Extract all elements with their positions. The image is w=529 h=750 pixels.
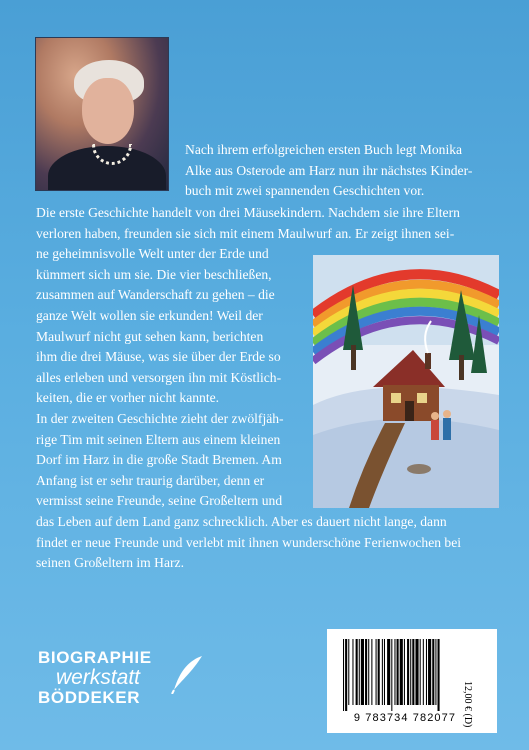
barcode-bar bbox=[410, 639, 411, 705]
barcode-bar bbox=[415, 639, 418, 705]
body-line bbox=[36, 512, 496, 533]
barcode-bar bbox=[432, 639, 434, 705]
publisher-line-2: werkstatt bbox=[56, 666, 141, 689]
barcode-bar bbox=[361, 639, 364, 705]
barcode-bar bbox=[368, 639, 369, 705]
barcode-bar bbox=[407, 639, 409, 705]
barcode-bar bbox=[356, 639, 358, 705]
painting-svg bbox=[313, 255, 499, 508]
body-line: In der zweiten Geschichte zieht der zwölfjäh- bbox=[36, 411, 284, 426]
barcode-bar bbox=[428, 639, 431, 705]
body-line: alles erleben und versorgen ihn mit Köstlich- bbox=[36, 369, 282, 385]
intro-paragraph bbox=[185, 140, 495, 202]
body-line: Maulwurf nicht gut sehen kann, berichten bbox=[36, 328, 264, 344]
barcode-bar bbox=[348, 639, 349, 705]
barcode-bar bbox=[423, 639, 424, 705]
barcode-digits: 9 783734 782077 bbox=[353, 712, 457, 724]
barcode-bar bbox=[359, 639, 360, 705]
barcode-bar bbox=[420, 639, 421, 705]
barcode-bar bbox=[412, 639, 414, 705]
barcode-bars bbox=[341, 639, 473, 711]
body-line: keiten, die er vorher nicht kannte. bbox=[36, 390, 220, 406]
barcode-bar bbox=[378, 639, 380, 705]
barcode-bar bbox=[384, 639, 385, 705]
barcode-bar bbox=[371, 639, 372, 705]
body-line: ihm die drei Mäuse, was sie über der Erde so bbox=[36, 349, 281, 365]
author-photo bbox=[35, 37, 169, 191]
publisher-line-1: BIOGRAPHIE bbox=[38, 648, 152, 667]
body-line: Dorf im Harz in die große Stadt Bremen. Am bbox=[36, 452, 282, 468]
intro-line: buch mit zwei spannenden Geschichten vor. bbox=[185, 183, 425, 199]
barcode-bar bbox=[376, 639, 377, 705]
body-line: vermisst seine Freunde, seine Großeltern und bbox=[36, 493, 283, 509]
barcode-bar bbox=[343, 639, 344, 711]
body-line: Anfang ist er sehr traurig darüber, denn er bbox=[36, 472, 265, 488]
body-line: verloren haben, freunden sie sich mit einem Maulwurf an. Er zeigt ihnen sei- bbox=[36, 225, 455, 241]
body-line: kümmert sich um sie. Die vier beschließen, bbox=[36, 266, 272, 282]
body-line: ne geheimnisvolle Welt unter der Erde und bbox=[36, 246, 269, 262]
barcode-bar bbox=[404, 639, 405, 705]
barcode-bar bbox=[397, 639, 399, 705]
barcode-bar bbox=[345, 639, 347, 711]
illustration-painting bbox=[313, 255, 499, 508]
barcode-bar bbox=[391, 639, 392, 711]
barcode-bar bbox=[387, 639, 390, 705]
barcode-bar bbox=[352, 639, 353, 705]
barcode-bar bbox=[426, 639, 427, 705]
quill-icon bbox=[170, 654, 204, 694]
barcode-bar bbox=[435, 639, 436, 705]
body-line: ganze Welt wollen sie erkunden! Weil der bbox=[36, 307, 263, 323]
body-line-part: das Leben auf dem Land ganz schrecklich. bbox=[36, 513, 269, 529]
barcode-bar bbox=[400, 639, 403, 705]
publisher-logo bbox=[38, 648, 208, 708]
barcode-bar bbox=[394, 639, 395, 705]
barcode-bar bbox=[365, 639, 367, 705]
intro-line: Nach ihrem erfolgreichen ersten Buch legt Monika bbox=[185, 142, 463, 157]
barcode-bar bbox=[382, 639, 383, 705]
photo-face bbox=[82, 78, 134, 144]
barcode-bar bbox=[438, 639, 440, 711]
intro-line: Alke aus Osterode am Harz nun ihr nächstes Kinder- bbox=[185, 162, 473, 178]
body-line: zusammen auf Wanderschaft zu gehen – die bbox=[36, 287, 275, 303]
body-line-part: Aber es dauert nicht lange, dann bbox=[270, 513, 447, 529]
body-line: rige Tim mit seinen Eltern aus einem kleinen bbox=[36, 431, 281, 447]
publisher-line-3: BÖDDEKER bbox=[38, 688, 141, 707]
body-line: findet er neue Freunde und verlebt mit ihnen wunderschöne Ferienwochen bei bbox=[36, 534, 462, 550]
price-label: 12,00 € (D) bbox=[462, 681, 473, 728]
barcode-label bbox=[327, 629, 497, 733]
body-line: Die erste Geschichte handelt von drei Mäusekindern. Nachdem sie ihre Eltern bbox=[36, 205, 460, 220]
body-line: seinen Großeltern im Harz. bbox=[36, 555, 184, 571]
